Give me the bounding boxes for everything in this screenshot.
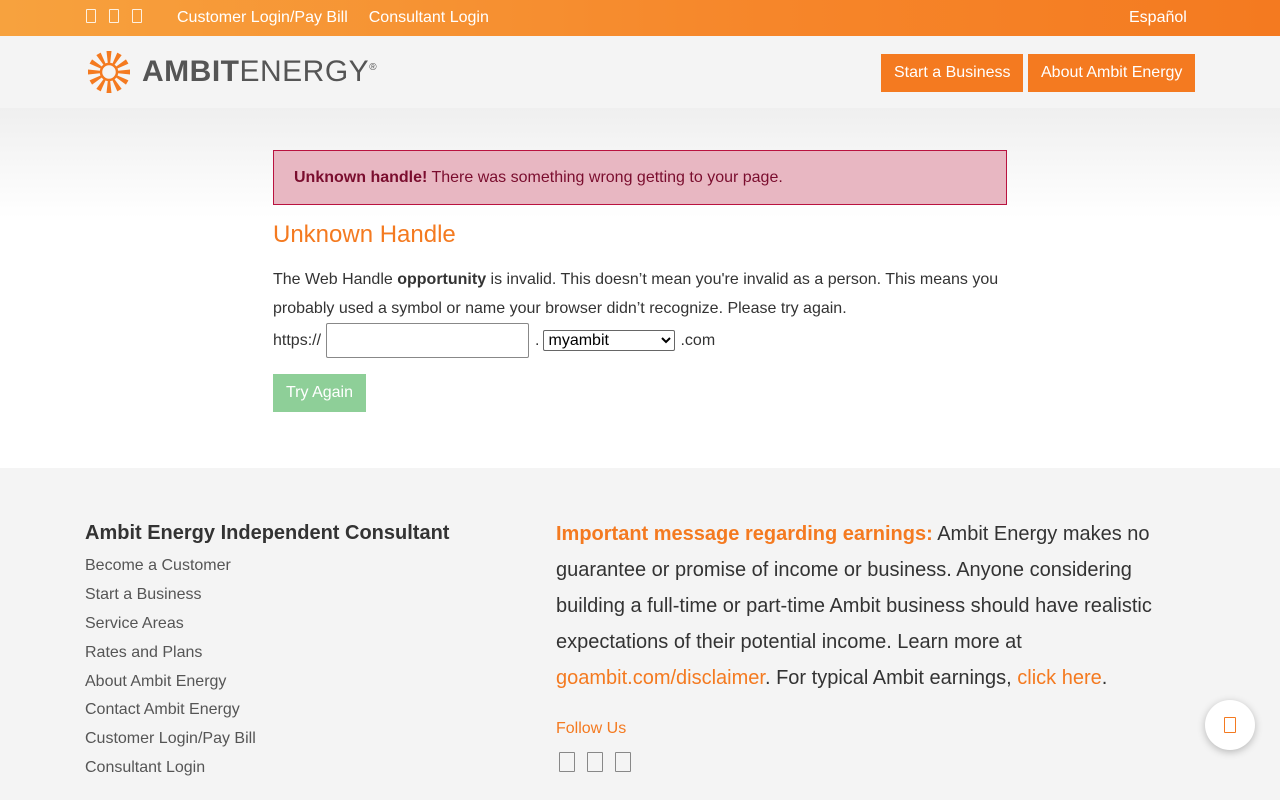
top-social-icons	[86, 9, 142, 23]
url-prefix: https://	[273, 331, 322, 349]
footer-link-customer-login[interactable]: Customer Login/Pay Bill	[85, 730, 256, 748]
site-footer	[0, 468, 1280, 800]
site-header	[0, 36, 1280, 108]
page-title: Unknown Handle	[273, 221, 456, 248]
consultant-login-link[interactable]: Consultant Login	[368, 9, 489, 26]
customer-login-link[interactable]: Customer Login/Pay Bill	[177, 9, 348, 26]
sun-logo-icon	[86, 49, 132, 95]
facebook-icon[interactable]	[86, 9, 96, 23]
follow-us-label: Follow Us	[556, 720, 627, 737]
main-content	[0, 108, 1280, 468]
domain-select[interactable]	[543, 330, 675, 351]
chat-icon	[1224, 717, 1236, 733]
instagram-icon[interactable]	[615, 752, 631, 772]
handle-name: opportunity	[397, 271, 487, 288]
footer-link-service-areas[interactable]: Service Areas	[85, 614, 184, 632]
invalid-handle-text: The Web Handle opportunity is invalid. This doesn’t mean you're invalid as a person. This means you probably used a symbol or name your browser didn’t recognize. Please try again.	[273, 271, 999, 317]
handle-input[interactable]	[326, 323, 529, 358]
footer-link-become-customer[interactable]: Become a Customer	[85, 557, 231, 574]
footer-social-icons	[559, 752, 631, 772]
earnings-label: Important message regarding earnings:	[556, 523, 933, 545]
start-business-button[interactable]: Start a Business	[881, 54, 1023, 92]
footer-link-consultant-login[interactable]: Consultant Login	[85, 759, 206, 777]
alert-text: There was something wrong getting to your page.	[431, 169, 783, 186]
twitter-icon[interactable]	[109, 9, 119, 23]
language-link[interactable]: Español	[1129, 9, 1187, 26]
footer-link-start-business[interactable]: Start a Business	[85, 585, 202, 603]
disclaimer-link[interactable]: goambit.com/disclaimer	[556, 667, 765, 689]
url-dot: .	[535, 331, 540, 349]
logo-wordmark: AMBITENERGY®	[142, 55, 378, 88]
instagram-icon[interactable]	[132, 9, 142, 23]
ambit-logo[interactable]	[86, 49, 377, 95]
alert-bold: Unknown handle!	[294, 169, 428, 186]
footer-link-about[interactable]: About Ambit Energy	[85, 672, 227, 690]
about-ambit-button[interactable]: About Ambit Energy	[1028, 54, 1195, 92]
footer-links-column	[85, 522, 449, 783]
top-links	[177, 9, 489, 27]
twitter-icon[interactable]	[587, 752, 603, 772]
error-alert	[273, 150, 1007, 205]
url-form	[273, 323, 715, 358]
footer-heading: Ambit Energy Independent Consultant	[85, 522, 450, 544]
facebook-icon[interactable]	[559, 752, 575, 772]
chat-button[interactable]	[1205, 700, 1255, 750]
earnings-message: Important message regarding earnings: Ambit Energy makes no guarantee or promise of income or business. Anyone considering building a full-time or part-time Ambit business should have realistic expectations of their potential income. Learn more at goambit.com/disclaimer. For typical Ambit earnings, click here.	[556, 523, 1152, 689]
footer-link-contact[interactable]: Contact Ambit Energy	[85, 701, 240, 719]
top-bar	[0, 0, 1280, 36]
footer-link-list	[85, 552, 449, 783]
url-suffix: .com	[680, 331, 716, 349]
try-again-button[interactable]: Try Again	[273, 374, 366, 412]
footer-link-rates-plans[interactable]: Rates and Plans	[85, 643, 203, 661]
click-here-link[interactable]: click here	[1017, 667, 1102, 689]
